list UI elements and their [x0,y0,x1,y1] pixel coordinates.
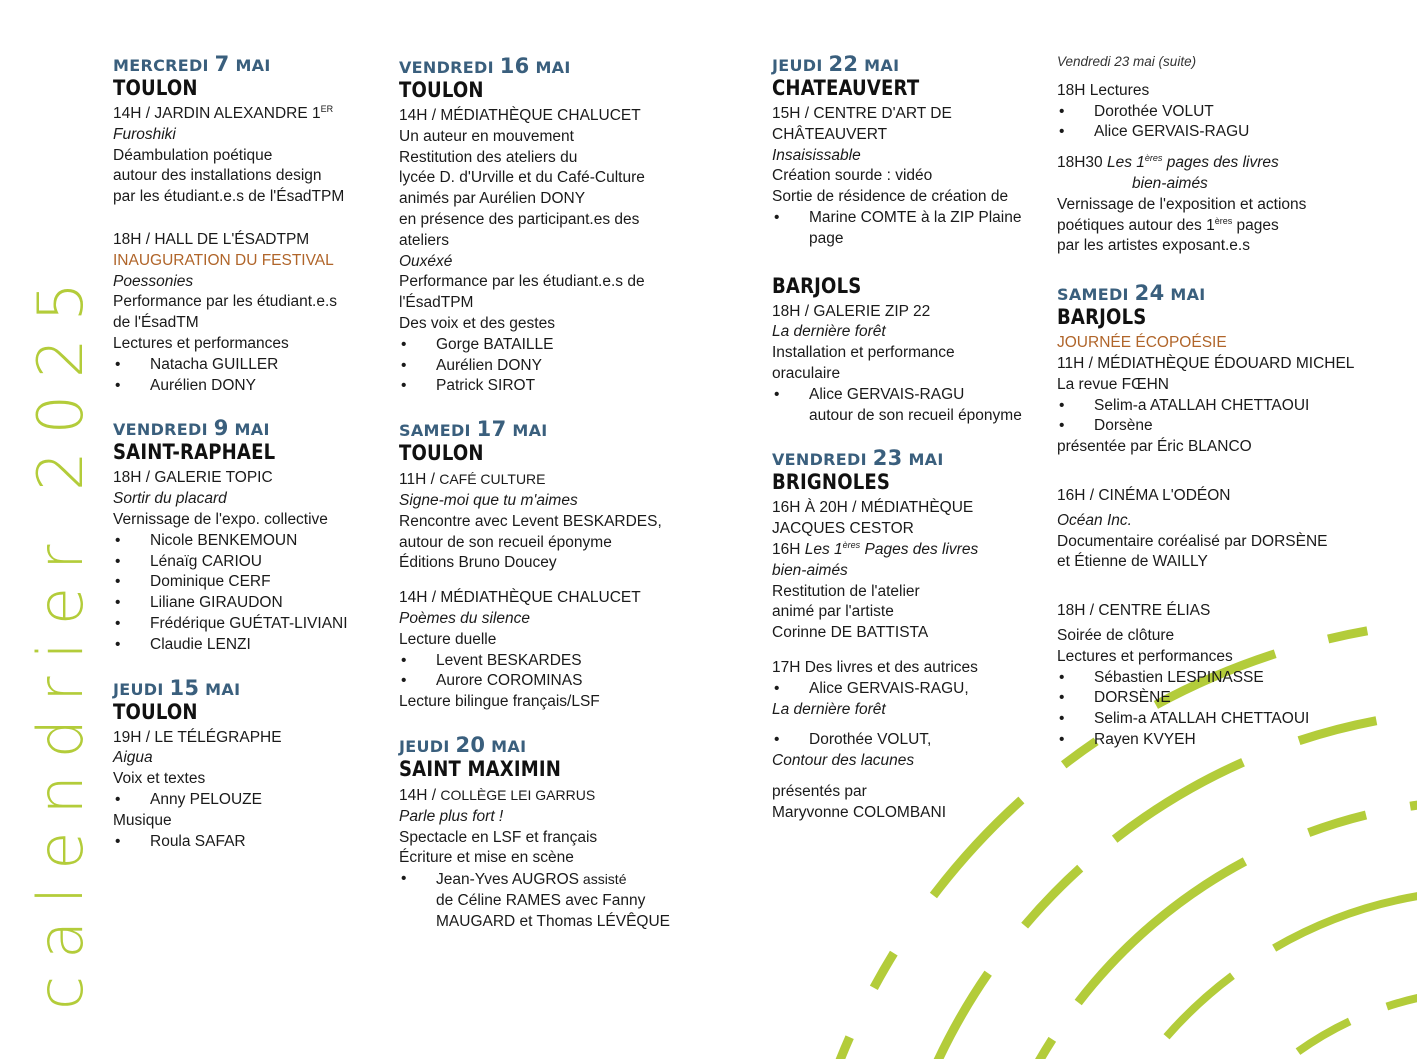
arc-inner-2 [1060,890,1417,1059]
participant: • Lénaïg CARIOU [113,552,348,573]
day-heading: SAMEDI 24 MAI [1057,281,1206,306]
superscript: ER [320,103,334,114]
column-1 [113,42,348,852]
event-type: Lectures et performances [113,334,289,352]
event-type: Musique [113,811,172,829]
event-desc: animé par l'artiste [772,603,894,621]
event-desc: de l'ÉsadTM [113,314,199,332]
event-type: Spectacle en LSF et français [399,828,598,846]
day-heading: JEUDI 15 MAI [113,675,241,700]
participant-cont: autour de son recueil éponyme [809,406,1022,424]
event-desc: l'ÉsadTPM [399,294,474,312]
event-desc: oraculaire [772,364,841,382]
event-time-venue: 14H / COLLÈGE LEI GARRUS [399,786,596,804]
day-label: MERCREDI 7 MAI [113,52,271,76]
participant: • Aurore COROMINAS [399,671,670,692]
event-type: poétiques autour des 1ères pages [1057,215,1279,234]
event-type: Voix et textes [113,770,206,788]
event-time-venue: 11H / MÉDIATHÈQUE ÉDOUARD MICHEL [1057,354,1355,372]
event-type: Lectures et performances [1057,647,1233,665]
event-type: Déambulation poétique [113,146,273,164]
participant-cont: de Céline RAMES avec Fanny [436,891,646,909]
event-type: Rencontre avec Levent BESKARDES, [399,512,662,530]
participant: • Gorge BATAILLE [399,335,670,356]
day-heading: VENDREDI 16 MAI [399,54,571,78]
participant: • Aurélien DONY [113,376,348,397]
event-type: Vernissage de l'exposition et actions [1057,195,1307,213]
city-name: CHATEAUVERT [772,76,920,100]
city-name: BARJOLS [1057,305,1147,330]
event-desc: ateliers [399,231,449,249]
event-desc: autour de son recueil éponyme [399,533,612,551]
event-title: Parle plus fort ! [399,807,504,825]
continuation-note: Vendredi 23 mai (suite) [1057,54,1197,69]
event-desc: présentée par Éric BLANCO [1057,438,1252,456]
day-heading [113,54,348,76]
day-heading: SAMEDI 17 MAI [399,417,548,442]
event-time-venue: JACQUES CESTOR [772,520,914,538]
event-time-venue: 18H / HALL DE L'ÉSADTPM [113,230,310,248]
participant: • Aurélien DONY [399,356,670,377]
participant: • Rayen KVYEH [1057,730,1354,751]
event-desc: par les étudiant.e.s de l'ÉsadTPM [113,188,345,206]
event-desc: animés par Aurélien DONY [399,190,586,208]
event-subtitle: 16H Les 1ères Pages des livres [772,539,979,558]
event-time-venue: 14H / JARDIN ALEXANDRE 1ER [113,103,334,122]
city-name: SAINT-RAPHAEL [113,440,276,465]
event-time-venue: 18H30 Les 1ères pages des livres [1057,153,1279,172]
event-time-venue: 14H / MÉDIATHÈQUE CHALUCET [399,589,641,607]
participant: • Dominique CERF [113,572,348,593]
event-title: bien-aimés [772,561,848,579]
event-time-venue: 16H À 20H / MÉDIATHÈQUE [772,499,974,517]
book-title: Contour des lacunes [772,752,915,770]
column-2 [399,42,670,933]
participant: • Alice GERVAIS-RAGU, [772,679,1022,700]
participant: • Jean-Yves AUGROS assisté [399,869,670,891]
participant-cont: MAUGARD et Thomas LÉVÊQUE [436,912,671,930]
event-desc: Corinne DE BATTISTA [772,624,929,642]
event-type: Performance par les étudiant.e.s de [399,273,645,291]
event-time-venue: 11H / CAFÉ CULTURE [399,471,546,489]
participant: • Sébastien LESPINASSE [1057,668,1354,689]
event-desc: par les artistes exposant.e.s [1057,237,1250,255]
event-desc: présentés par [772,782,867,800]
event-desc: Écriture et mise en scène [399,849,574,867]
city-name: SAINT MAXIMIN [399,756,562,781]
city-name: TOULON [113,76,198,100]
day-heading: VENDREDI 23 MAI [772,446,944,471]
event-title: La dernière forêt [772,323,886,341]
event-title: Océan Inc. [1057,511,1132,529]
participant: • Selim-a ATALLAH CHETTAOUI [1057,709,1354,730]
column-4 [1057,52,1354,751]
event-highlight: JOURNÉE ÉCOPOÉSIE [1057,334,1227,352]
city-name: BARJOLS [772,273,862,298]
event-title: Aigua [113,749,153,767]
participant: • Anny PELOUZE [113,790,348,811]
event-time-venue: 18H / CENTRE ÉLIAS [1057,602,1211,620]
participant: • DORSÈNE [1057,688,1354,709]
event-title: bien-aimés [1132,174,1208,192]
event-desc: Maryvonne COLOMBANI [772,803,946,821]
event-highlight: INAUGURATION DU FESTIVAL [113,251,334,269]
side-title: calendrier 2025 [24,265,97,1010]
city-name: TOULON [399,441,484,466]
event-title: Signe-moi que tu m'aimes [399,491,578,509]
event-time-venue: 18H Lectures [1057,81,1150,99]
participant: • Dorothée VOLUT, [772,730,1022,751]
participant-cont: page [809,229,844,247]
event-type: Restitution de l'atelier [772,582,920,600]
event-type: Création sourde : vidéo [772,167,933,185]
arc-inner [970,800,1417,1059]
city-name: BRIGNOLES [772,470,891,495]
event-title: Poèmes du silence [399,609,530,627]
city-name: TOULON [113,699,198,724]
event-time-venue: 17H Des livres et des autrices [772,658,978,676]
participant: • Dorsène [1057,416,1354,437]
event-desc: Sortie de résidence de création de [772,188,1009,206]
participant: • Frédérique GUÉTAT-LIVIANI [113,614,348,635]
event-type: Lecture duelle [399,630,497,648]
event-title: Ouxéxé [399,252,453,270]
participant: • Nicole BENKEMOUN [113,531,348,552]
event-desc: et Étienne de WAILLY [1057,553,1208,571]
event-type: Documentaire coréalisé par DORSÈNE [1057,532,1328,550]
participant: • Patrick SIROT [399,376,670,397]
event-type: Vernissage de l'expo. collective [113,510,328,528]
event-type: La revue FŒHN [1057,375,1169,393]
day-heading: VENDREDI 9 MAI [113,416,270,441]
event-time-venue: 16H / CINÉMA L'ODÉON [1057,486,1231,504]
event-type: Des voix et des gestes [399,314,555,332]
event-type: Soirée de clôture [1057,626,1175,644]
participant: • Roula SAFAR [113,832,348,853]
event-desc: en présence des participant.es des [399,210,640,228]
participant: • Alice GERVAIS-RAGU [772,385,1022,406]
participant: • Selim-a ATALLAH CHETTAOUI [1057,396,1354,417]
event-time-venue: 14H / MÉDIATHÈQUE CHALUCET [399,107,641,124]
participant: • Claudie LENZI [113,635,348,656]
event-type: Installation et performance [772,344,955,362]
event-title: Insaisissable [772,146,861,164]
column-3 [772,42,1022,824]
event-type: Restitution des ateliers du [399,148,578,166]
event-time-venue: 18H / GALERIE ZIP 22 [772,302,931,320]
event-desc: Lecture bilingue français/LSF [399,693,600,711]
participant: • Marine COMTE à la ZIP Plaine [772,208,1022,229]
city-name: TOULON [399,78,484,102]
event-title: Poessonies [113,272,194,290]
event-time-venue: CHÂTEAUVERT [772,125,888,143]
event-time-venue: 19H / LE TÉLÉGRAPHE [113,728,282,746]
event-title: Sortir du placard [113,490,227,508]
day-heading: JEUDI 22 MAI [772,52,900,76]
participant: • Dorothée VOLUT [1057,102,1354,123]
participant: • Levent BESKARDES [399,651,670,672]
event-title: Furoshiki [113,125,176,143]
participant: • Natacha GUILLER [113,355,348,376]
event-type: Un auteur en mouvement [399,127,574,145]
event-time-venue: 18H / GALERIE TOPIC [113,469,273,487]
day-heading: JEUDI 20 MAI [399,732,527,757]
participant: • Alice GERVAIS-RAGU [1057,122,1354,143]
participant: • Liliane GIRAUDON [113,593,348,614]
event-desc: lycée D. d'Urville et du Café-Culture [399,169,645,187]
book-title: La dernière forêt [772,700,886,718]
event-desc: autour des installations design [113,167,322,185]
event-time-venue: 15H / CENTRE D'ART DE [772,105,952,122]
event-type: Performance par les étudiant.e.s [113,293,338,311]
event-desc: Éditions Bruno Doucey [399,554,557,572]
